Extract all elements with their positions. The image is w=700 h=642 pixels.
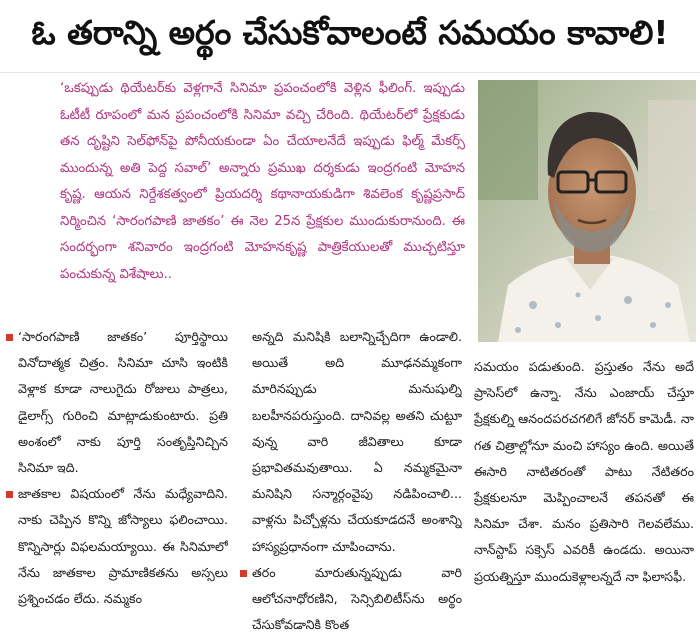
bullet-icon [6, 491, 13, 498]
column-1-paragraph-1: ‘సారంగపాణి జాతకం’ పూర్తిస్థాయి వినోదాత్మక చిత్రం. సినిమా చూసి ఇంటికి వెళ్లాక కూడా నాలుగైదు రోజులు పాత్రలు, డైలాగ్స్‌ గురించి మాట్లాడుకుంటారు. ప్రతి అంశంలో నాకు పూర్తి సంతృప్తినిచ్చిన సినిమా ఇది. [6, 324, 228, 481]
intro-paragraph: ‘ఒకప్పుడు థియేటర్‌కు వెళ్లగానే సినిమా ప్రపంచంలోకి వెళ్లిన ఫీలింగ్‌. ఇప్పుడు ఓటీటీ రూపంలో మన ప్రపంచంలోకి సినిమా వచ్చి చేరింది. థియేటర్‌లో ప్రేక్షకుడు తన దృష్టిని సెల్‌ఫోన్‌పై పోనీయకుండా ఏం చేయాలనేదే ఇప్పుడు ఫిల్మ్‌ మేకర్స్‌ ముందున్న అతి పెద్ద సవాల్‌’ అన్నారు ప్రముఖ దర్శకుడు ఇంద్రగంటి మోహన కృష్ణ. ఆయన నిర్దేశకత్వంలో ప్రియదర్శి కథానాయకుడిగా శివలెంక కృష్ణప్రసాద్‌ నిర్మించిన ‘సారంగపాణి జాతకం’ ఈ నెల 25న ప్రేక్షకుల ముందుకురానుంది. ఈ సందర్భంగా శనివారం ఇంద్రగంటి మోహనకృష్ణ పాత్రికేయులతో ముచ్చటిస్తూ పంచుకున్న విశేషాలు.. [60, 81, 465, 282]
column-3 [474, 354, 694, 634]
column-1 [6, 324, 228, 636]
director-photo [478, 80, 696, 342]
column-1-paragraph-2: జాతకాల విషయంలో నేను మధ్యేవాదిని. నాకు చెప్పిన కొన్ని జోస్యాలు ఫలించాయి. కొన్నిసార్లు విఫలమయ్యాయి. ఈ సినిమాలో నేను జాతకాల ప్రామాణికతను అస్సలు ప్రశ్నించడం లేదు. నమ్మకం [6, 481, 228, 612]
column-2-paragraph-2: తరం మారుతున్నప్పుడు వారి ఆలోచనాధోరణిని, సెన్సిబిలిటీస్‌ను అర్థం చేసుకోవడానికి కొంత [240, 560, 462, 636]
column-2-paragraph-1: అన్నది మనిషికి బలాన్నిచ్చేదిగా ఉండాలి. అయితే అది మూఢనమ్మకంగా మారినప్పుడు మనుషుల్ని బలహీనపరుస్తుంది. దానివల్ల అతని చుట్టూ వున్న వారి జీవితాలు కూడా ప్రభావితమవుతాయి. ఏ నమ్మకమైనా మనిషిని సన్మార్గంవైపు నడిపించాలి... వాళ్లను పిచ్చోళ్లను చేయకూడదనే అంశాన్ని హాస్యప్రధానంగా చూపించాను. [252, 329, 462, 554]
bullet-icon [240, 570, 247, 577]
headline: ఓ తరాన్ని అర్థం చేసుకోవాలంటే సమయం కావాలి! [0, 0, 700, 73]
bullet-icon [6, 334, 13, 341]
column-3-paragraph-1: సమయం పడుతుంది. ప్రస్తుతం నేను అదే ప్రాసెస్‌లో ఉన్నా. నేను ఎంజాయ్‌ చేస్తూ ప్రేక్షకుల్ని ఆనందపరచగలిగే జోనర్‌ కామెడీ. నా గత చిత్రాల్లోనూ మంచి హాస్యం ఉంది. అయితే ఈసారి నాటితరంతో పాటు నేటితరం ప్రేక్షకులనూ మెప్పించాలనే తపనతో ఈ సినిమా చేశా. మనం ప్రతిసారి గెలవలేము. నాన్‌స్టాప్‌ సక్సెస్‌ ఎవరికీ ఉండదు. అయినా ప్రయత్నిస్తూ ముందుకెళ్లాలన్నదే నా ఫిలాసఫీ. [474, 359, 694, 584]
column-2 [240, 324, 462, 636]
